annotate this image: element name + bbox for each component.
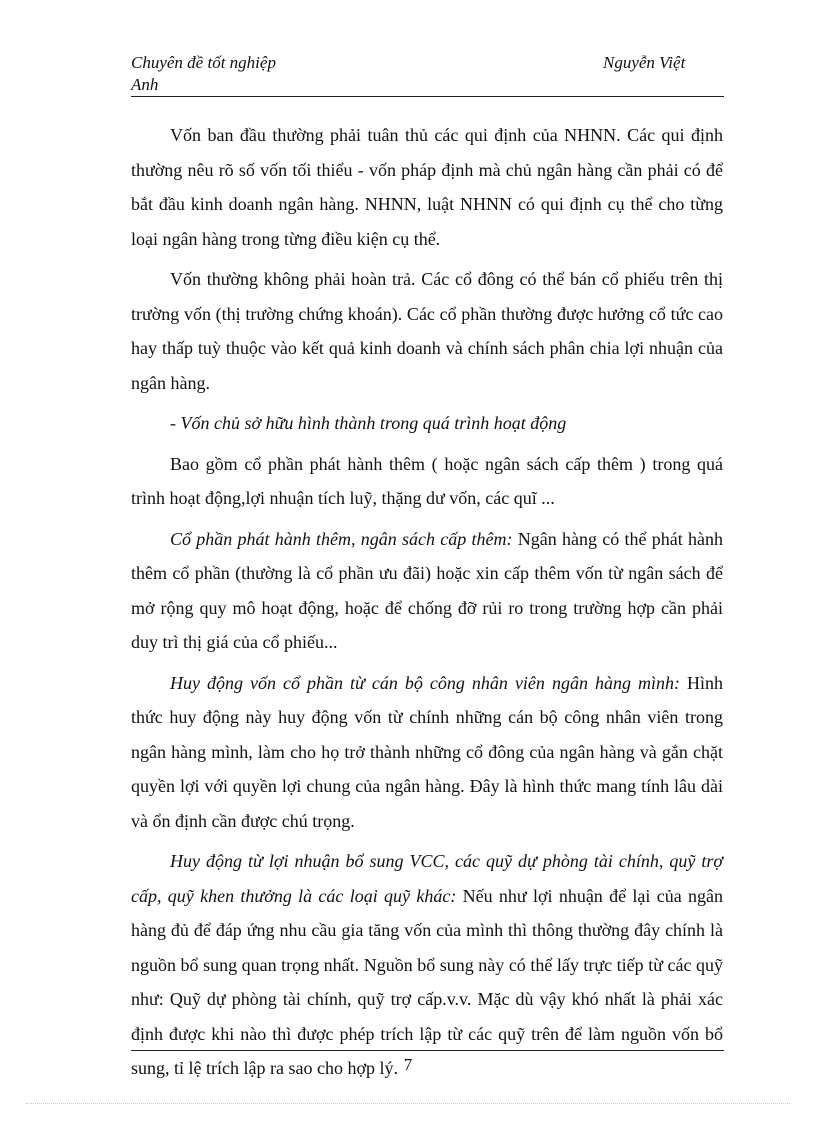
header-document-title: Chuyên đề tốt nghiệp [131,53,276,72]
subheading-text: - Vốn chủ sở hữu hình thành trong quá trình hoạt động [170,413,567,433]
document-body [131,118,723,1092]
header-author-name-continued: Anh [131,75,159,94]
page-number: 7 [403,1055,413,1074]
paragraph-initial-capital-rules [131,118,723,256]
paragraph-lead: Huy động vốn cổ phần từ cán bộ công nhân viên ngân hàng mình: [170,672,680,693]
paragraph-text: Hình thức huy động này huy động vốn từ chính những cán bộ công nhân viên trong ngân hàng mình, làm cho họ trở thành những cổ đông của ngân hàng và gắn chặt quyền lợi với quyền lợi chung của ngân hàng. Đây là hình thức mang tính lâu dài và ổn định cần được chú trọng. [131,672,724,831]
page-header [131,52,724,97]
paragraph-includes [131,447,723,516]
paragraph-text: Vốn ban đầu thường phải tuân thủ các qui định của NHNN. Các qui định thường nêu rõ số vốn tối thiểu - vốn pháp định mà chủ ngân hàng cần phải có để bắt đầu kinh doanh ngân hàng. NHNN, luật NHNN có qui định cụ thể cho từng loại ngân hàng trong từng điều kiện cụ thể. [131,125,723,249]
paragraph-text: Bao gồm cổ phần phát hành thêm ( hoặc ngân sách cấp thêm ) trong quá trình hoạt động,lợi nhuận tích luỹ, thặng dư vốn, các quĩ ... [131,453,723,508]
paragraph-text: Ngân hàng có thể phát hành thêm cổ phần (thường là cổ phần ưu đãi) hoặc xin cấp thêm vốn từ ngân sách để mở rộng quy mô hoạt động, hoặc để chống đỡ rủi ro trong trường hợp cần phải duy trì thị giá của cổ phiếu... [131,528,724,652]
paragraph-additional-shares [131,522,723,660]
header-author-name: Nguyễn Việt [603,53,686,72]
paragraph-lead: Cổ phần phát hành thêm, ngân sách cấp thêm: [170,528,513,549]
footer-rule [131,1050,724,1051]
section-subheading [131,406,723,441]
paragraph-capital-not-repaid [131,262,723,400]
paragraph-lead: Huy động từ lợi nhuận bổ sung VCC, các quỹ dự phòng tài chính, quỹ trợ cấp, quỹ khen thưởng là các loại quỹ khác: [131,851,723,906]
page-edge-divider [26,1103,790,1104]
paragraph-text: Nếu như lợi nhuận để lại của ngân hàng đủ để đáp ứng nhu cầu gia tăng vốn của mình thì thông thường đây chính là nguồn bổ sung quan trọng nhất. Nguồn bổ sung này có thể lấy trực tiếp từ các quỹ như: Quỹ dự phòng tài chính, quỹ trợ cấp.v.v. Mặc dù vậy khó nhất là phải xác định được khi nào thì được phép trích lập từ các quỹ trên để làm nguồn vốn bổ sung, tỉ lệ trích lập ra sao cho hợp lý. [131,885,723,1078]
paragraph-employee-shares [131,666,723,839]
paragraph-text: Vốn thường không phải hoàn trả. Các cổ đông có thể bán cổ phiếu trên thị trường vốn (thị trường chứng khoán). Các cổ phần thường được hưởng cổ tức cao hay thấp tuỳ thuộc vào kết quả kinh doanh và chính sách phân chia lợi nhuận của ngân hàng. [131,269,723,393]
